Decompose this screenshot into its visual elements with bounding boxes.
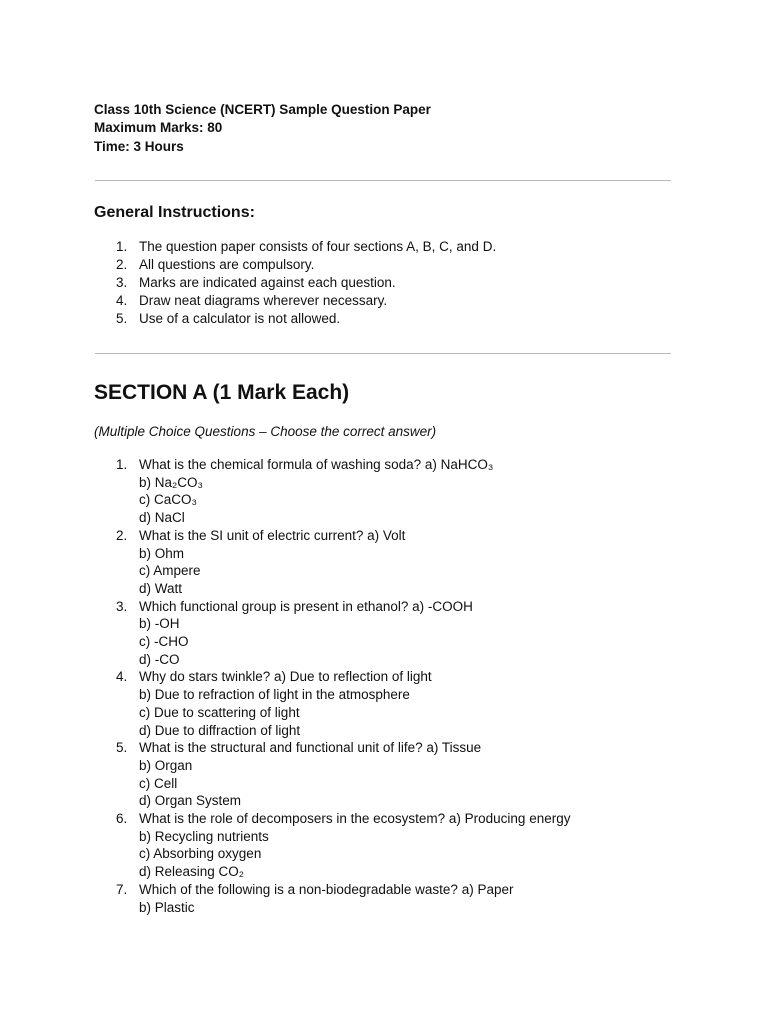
time-allowed: Time: 3 Hours: [94, 138, 184, 154]
answer-option: c) Cell: [139, 775, 178, 791]
answer-option: b) Due to refraction of light in the atmosphere: [139, 687, 410, 703]
instruction-number: 1.: [116, 239, 128, 254]
answer-option: c) Absorbing oxygen: [139, 846, 262, 862]
question-text: What is the SI unit of electric current? a) Volt: [139, 527, 406, 543]
instruction-number: 5.: [116, 311, 128, 327]
answer-option: d) Watt: [139, 580, 183, 596]
instruction-item: [0, 274, 496, 292]
instruction-number: 4.: [116, 293, 128, 309]
paper-header: [94, 101, 431, 156]
answer-option: b) Recycling nutrients: [139, 828, 269, 844]
answer-option: d) Organ System: [139, 793, 242, 809]
question-text: Which functional group is present in ethanol? a) -COOH: [139, 598, 473, 614]
answer-option: b) -OH: [139, 616, 180, 632]
instructions-list: [0, 238, 496, 328]
answer-option: b) Plastic: [139, 899, 195, 915]
instruction-text: Marks are indicated against each question.: [139, 275, 396, 291]
question-item: [0, 668, 570, 739]
question-number: 5.: [116, 740, 128, 756]
question-text: Which of the following is a non-biodegradable waste? a) Paper: [139, 881, 514, 897]
question-list: [0, 456, 570, 916]
instruction-text: Draw neat diagrams wherever necessary.: [139, 293, 388, 309]
answer-option: c) Ampere: [139, 563, 201, 579]
question-text: Why do stars twinkle? a) Due to reflection of light: [139, 669, 432, 685]
question-item: [0, 598, 570, 669]
section-subtitle: (Multiple Choice Questions – Choose the correct answer): [94, 424, 437, 439]
answer-option: b) Organ: [139, 757, 193, 773]
section-heading: SECTION A (1 Mark Each): [94, 381, 350, 404]
question-number: 7.: [116, 881, 128, 897]
question-item: [0, 456, 570, 527]
question-item: [0, 881, 570, 916]
instruction-item: [0, 256, 496, 274]
question-text: What is the structural and functional unit of life? a) Tissue: [139, 740, 482, 756]
answer-option: c) Due to scattering of light: [139, 704, 300, 720]
instructions-heading: General Instructions:: [94, 204, 255, 221]
question-number: 6.: [116, 811, 128, 827]
instruction-item: [0, 292, 496, 310]
question-item: [0, 810, 570, 881]
question-number: 4.: [116, 669, 128, 685]
instruction-text: Use of a calculator is not allowed.: [139, 311, 341, 327]
answer-option: b) Na₂CO₃: [139, 474, 203, 490]
question-text: What is the role of decomposers in the ecosystem? a) Producing energy: [139, 811, 571, 827]
instruction-item: [0, 310, 496, 328]
question-number: 1.: [116, 457, 128, 472]
paper-title: Class 10th Science (NCERT) Sample Question Paper: [94, 102, 431, 117]
answer-option: c) -CHO: [139, 634, 189, 650]
question-number: 3.: [116, 598, 128, 614]
maximum-marks: Maximum Marks: 80: [94, 120, 223, 136]
answer-option: d) -CO: [139, 651, 180, 667]
answer-option: c) CaCO₃: [139, 492, 198, 508]
instruction-number: 2.: [116, 257, 128, 273]
instruction-text: The question paper consists of four sections A, B, C, and D.: [139, 239, 497, 254]
instruction-number: 3.: [116, 275, 128, 291]
question-number: 2.: [116, 527, 128, 543]
instruction-text: All questions are compulsory.: [139, 257, 315, 273]
question-text: What is the chemical formula of washing soda? a) NaHCO₃: [139, 457, 494, 472]
divider: [95, 180, 671, 181]
answer-option: d) Due to diffraction of light: [139, 722, 301, 738]
divider: [95, 353, 671, 354]
question-item: [0, 527, 570, 598]
answer-option: b) Ohm: [139, 545, 185, 561]
instruction-item: [0, 238, 496, 256]
question-item: [0, 739, 570, 810]
answer-option: d) NaCl: [139, 510, 185, 526]
answer-option: d) Releasing CO₂: [139, 864, 245, 880]
